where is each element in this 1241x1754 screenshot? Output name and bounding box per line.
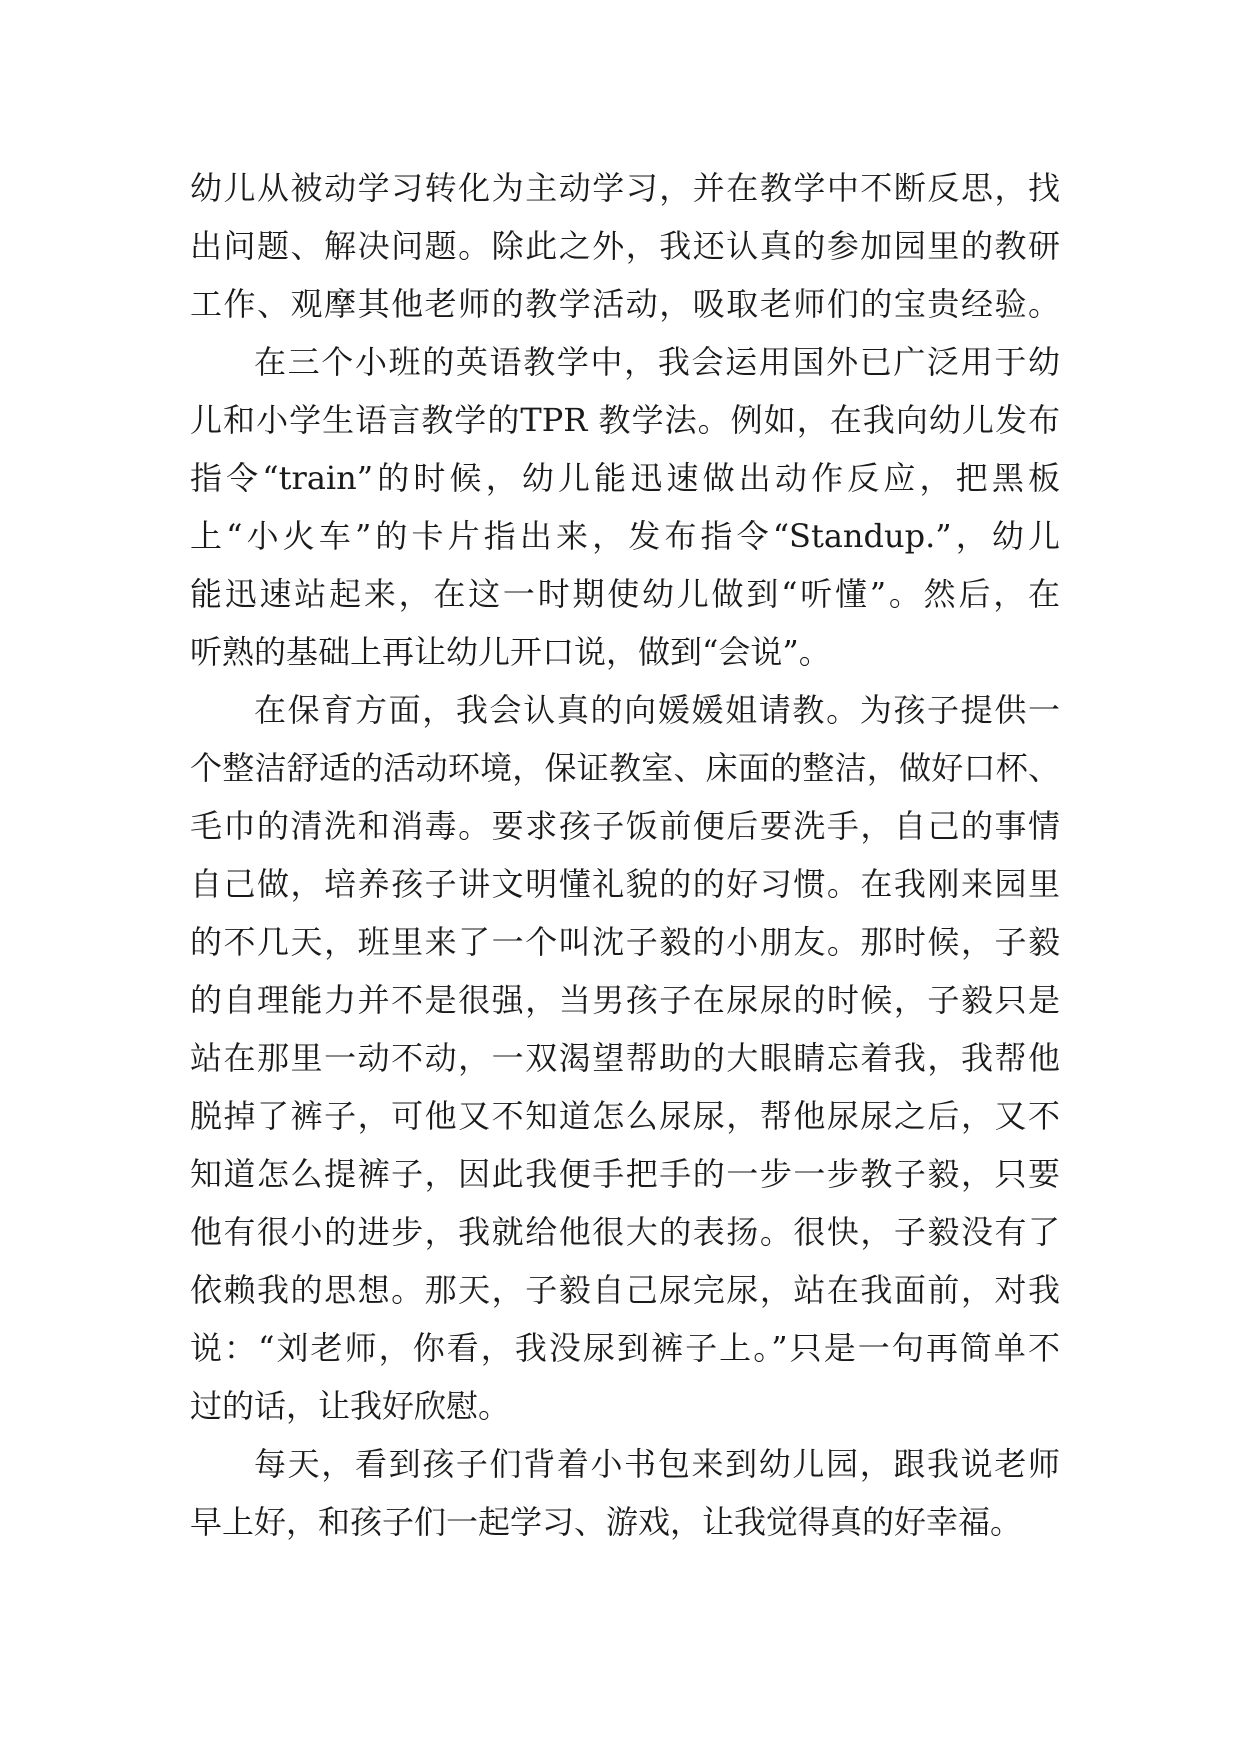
text-line: 脱掉了裤子，可他又不知道怎么尿尿，帮他尿尿之后，又不 (190, 1097, 1060, 1135)
text-line: 的不几天，班里来了一个叫沈子毅的小朋友。那时候，子毅 (190, 923, 1060, 961)
paragraph-first-line: 在三个小班的英语教学中，我会运用国外已广泛用于幼 (254, 343, 1060, 381)
document-body (190, 159, 1060, 1551)
text-line: 幼儿从被动学习转化为主动学习，并在教学中不断反思，找 (190, 169, 1060, 207)
text-line: 出问题、解决问题。除此之外，我还认真的参加园里的教研 (190, 227, 1060, 265)
paragraph-last-line: 过的话，让我好欣慰。 (190, 1387, 511, 1425)
text-line: 的自理能力并不是很强，当男孩子在尿尿的时候，子毅只是 (190, 981, 1060, 1019)
text-line: 工作、观摩其他老师的教学活动，吸取老师们的宝贵经验。 (190, 285, 1060, 323)
text-line: 个整洁舒适的活动环境，保证教室、床面的整洁，做好口杯、 (190, 749, 1060, 787)
text-line: 说：“刘老师，你看，我没尿到裤子上。”只是一句再简单不 (190, 1329, 1060, 1367)
text-line: 上“小火车”的卡片指出来，发布指令“Standup.”，幼儿 (190, 517, 1060, 555)
paragraph-first-line: 每天，看到孩子们背着小书包来到幼儿园，跟我说老师 (254, 1445, 1060, 1483)
text-line: 自己做，培养孩子讲文明懂礼貌的的好习惯。在我刚来园里 (190, 865, 1060, 903)
text-line: 他有很小的进步，我就给他很大的表扬。很快，子毅没有了 (190, 1213, 1060, 1251)
paragraph-last-line: 听熟的基础上再让幼儿开口说，做到“会说”。 (190, 633, 831, 671)
text-line: 儿和小学生语言教学的TPR 教学法。例如，在我向幼儿发布 (190, 401, 1060, 439)
paragraph-last-line: 早上好，和孩子们一起学习、游戏，让我觉得真的好幸福。 (190, 1503, 1023, 1541)
text-line: 指令“train”的时候，幼儿能迅速做出动作反应，把黑板 (190, 459, 1060, 497)
paragraph-first-line: 在保育方面，我会认真的向媛媛姐请教。为孩子提供一 (254, 691, 1060, 729)
text-line: 毛巾的清洗和消毒。要求孩子饭前便后要洗手，自己的事情 (190, 807, 1060, 845)
text-line: 知道怎么提裤子，因此我便手把手的一步一步教子毅，只要 (190, 1155, 1060, 1193)
text-line: 站在那里一动不动，一双渴望帮助的大眼睛忘着我，我帮他 (190, 1039, 1060, 1077)
text-line: 能迅速站起来，在这一时期使幼儿做到“听懂”。然后，在 (190, 575, 1060, 613)
text-line: 依赖我的思想。那天，子毅自己尿完尿，站在我面前，对我 (190, 1271, 1060, 1309)
